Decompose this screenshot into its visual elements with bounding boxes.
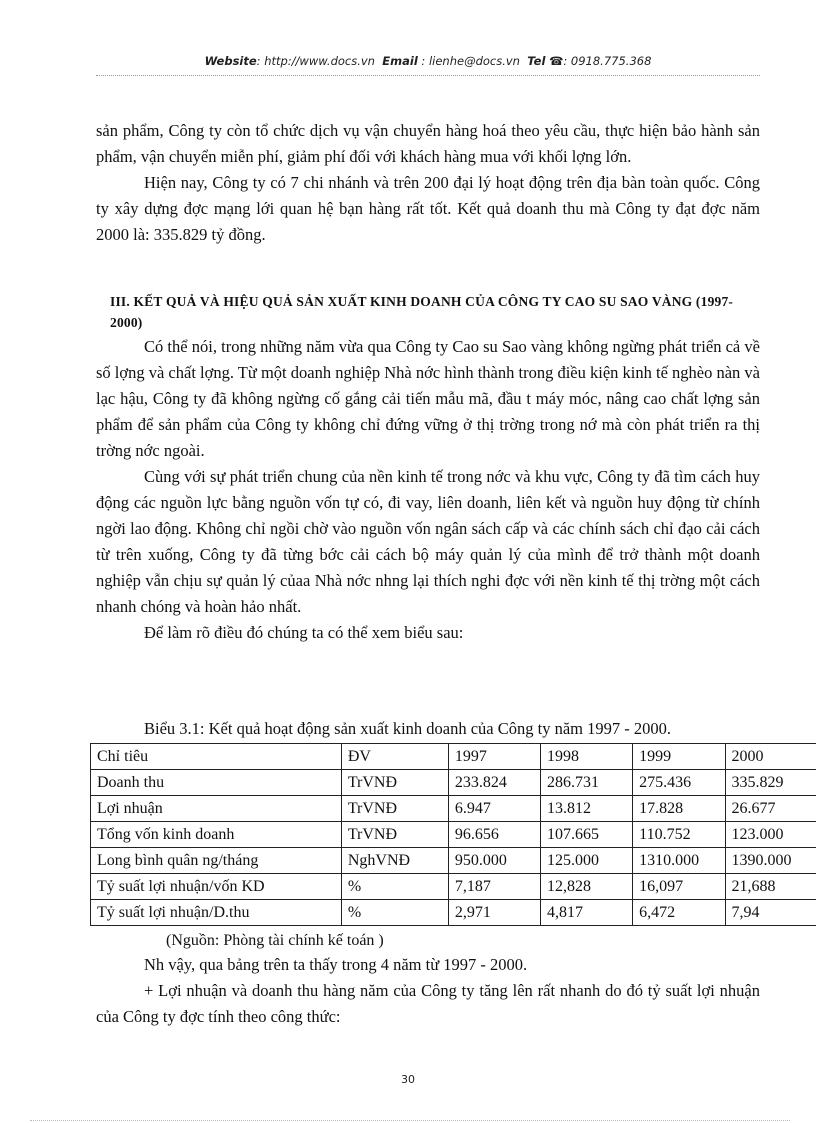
- table-cell: 4,817: [541, 900, 633, 926]
- table-cell: 286.731: [541, 770, 633, 796]
- table-cell: 16,097: [633, 874, 725, 900]
- table-cell: TrVNĐ: [341, 822, 448, 848]
- paragraph-2: Hiện nay, Công ty có 7 chi nhánh và trên 200 đại lý hoạt động trên địa bàn toàn quốc. Công ty xây dựng đợc mạng lới quan hệ bạn hàng rất tốt. Kết quả doanh thu mà Công ty đạt đợc năm 2000 là: 335.829 tỷ đồng.: [96, 173, 760, 244]
- table-cell: 96.656: [448, 822, 540, 848]
- table-cell: 1310.000: [633, 848, 725, 874]
- analysis-section: [96, 334, 760, 646]
- table-cell: Long bình quân ng/tháng: [91, 848, 342, 874]
- table-row: [91, 822, 816, 848]
- table-cell: 26.677: [725, 796, 816, 822]
- header-cell: ĐV: [341, 744, 448, 770]
- table-cell: 6.947: [448, 796, 540, 822]
- table-cell: 6,472: [633, 900, 725, 926]
- table-cell: 7,94: [725, 900, 816, 926]
- table-cell: Tỷ suất lợi nhuận/D.thu: [91, 900, 342, 926]
- table-cell: 1390.000: [725, 848, 816, 874]
- tel-value: : 0918.775.368: [563, 54, 652, 68]
- paragraph-7: + Lợi nhuận và doanh thu hàng năm của Công ty tăng lên rất nhanh do đó tỷ suất lợi nhuận của Công ty đợc tính theo công thức:: [96, 981, 760, 1026]
- table-cell: 13.812: [541, 796, 633, 822]
- paragraph-5: Để làm rõ điều đó chúng ta có thể xem biểu sau:: [144, 623, 464, 642]
- email-value: : lienhe@docs.vn: [421, 54, 520, 68]
- table-cell: NghVNĐ: [341, 848, 448, 874]
- table-cell: Lợi nhuận: [91, 796, 342, 822]
- table-cell: 950.000: [448, 848, 540, 874]
- table-cell: Tỷ suất lợi nhuận/vốn KD: [91, 874, 342, 900]
- header-cell: Chỉ tiêu: [91, 744, 342, 770]
- table-caption: Biểu 3.1: Kết quả hoạt động sản xuất kinh doanh của Công ty năm 1997 - 2000.: [144, 719, 672, 738]
- table-cell: 12,828: [541, 874, 633, 900]
- header-cell: 1999: [633, 744, 725, 770]
- table-cell: 335.829: [725, 770, 816, 796]
- website-value: : http://www.docs.vn: [256, 54, 375, 68]
- table-row: [91, 900, 816, 926]
- table-cell: 123.000: [725, 822, 816, 848]
- table-row: [91, 848, 816, 874]
- table-cell: Tổng vốn kinh doanh: [91, 822, 342, 848]
- footer-divider: [30, 1120, 790, 1121]
- table-cell: 7,187: [448, 874, 540, 900]
- paragraph-3: Có thể nói, trong những năm vừa qua Công ty Cao su Sao vàng không ngừng phát triển cả về số lợng và chất lợng. Từ một doanh nghiệp Nhà nớc hình thành trong điều kiện kinh tế nghèo nàn và lạc hậu, Công ty đã không ngừng cố gắng cải tiến mẫu mã, đầu t máy móc, nâng cao chất lợng sản phẩm để sản phẩm của Công ty không chỉ đứng vững ở thị trờng trong nớ mà còn phát triển ra thị trờng nớc ngoài.: [96, 337, 760, 460]
- paragraph-4: Cùng với sự phát triển chung của nền kinh tế trong nớc và khu vực, Công ty đã tìm cách huy động các nguồn lực bằng nguồn vốn tự có, đi vay, liên doanh, liên kết và nguồn huy động từ chính ngời lao động. Không chỉ ngồi chờ vào nguồn vốn ngân sách cấp và các chính sách chỉ đạo cải cách từ trên xuống, Công ty đã từng bớc cải cách bộ máy quản lý của mình để trở thành một doanh nghiệp vẫn chịu sự quản lý củaa Nhà nớc nhng lại thích nghi đợc với nền kinh tế thị trờng một cách nhanh chóng và hoàn hảo nhất.: [96, 467, 760, 616]
- header-cell: 1997: [448, 744, 540, 770]
- table-cell: 21,688: [725, 874, 816, 900]
- header-cell: 2000: [725, 744, 816, 770]
- table-cell: %: [341, 900, 448, 926]
- website-label: Website: [204, 54, 257, 68]
- section-heading: III. KẾT QUẢ VÀ HIỆU QUẢ SẢN XUẤT KINH DOANH CỦA CÔNG TY CAO SU SAO VÀNG (1997-2000): [110, 294, 734, 330]
- table-row: [91, 796, 816, 822]
- table-header-row: [91, 744, 816, 770]
- source-note: (Nguồn: Phòng tài chính kế toán ): [166, 932, 384, 949]
- paragraph-1: sản phẩm, Công ty còn tổ chức dịch vụ vận chuyển hàng hoá theo yêu cầu, thực hiện bảo hành sản phẩm, vận chuyển miễn phí, giảm phí đối với khách hàng mua với khối lợng lớn.: [96, 121, 760, 166]
- page-header: [96, 51, 760, 76]
- table-cell: 110.752: [633, 822, 725, 848]
- table-cell: 2,971: [448, 900, 540, 926]
- table-cell: Doanh thu: [91, 770, 342, 796]
- tel-label: Tel: [527, 54, 546, 68]
- table-cell: TrVNĐ: [341, 770, 448, 796]
- email-label: Email: [382, 54, 418, 68]
- conclusion-section: [96, 952, 760, 1030]
- paragraph-6: Nh vậy, qua bảng trên ta thấy trong 4 năm từ 1997 - 2000.: [144, 955, 528, 974]
- table-cell: TrVNĐ: [341, 796, 448, 822]
- table-row: [91, 874, 816, 900]
- table-cell: 125.000: [541, 848, 633, 874]
- table-cell: 275.436: [633, 770, 725, 796]
- header-cell: 1998: [541, 744, 633, 770]
- table-cell: 233.824: [448, 770, 540, 796]
- table-row: [91, 770, 816, 796]
- table-cell: 107.665: [541, 822, 633, 848]
- intro-section: [96, 118, 760, 248]
- page-number: 30: [401, 1073, 415, 1086]
- table-cell: 17.828: [633, 796, 725, 822]
- results-table: [90, 743, 816, 926]
- phone-icon: ☎: [549, 54, 564, 68]
- table-cell: %: [341, 874, 448, 900]
